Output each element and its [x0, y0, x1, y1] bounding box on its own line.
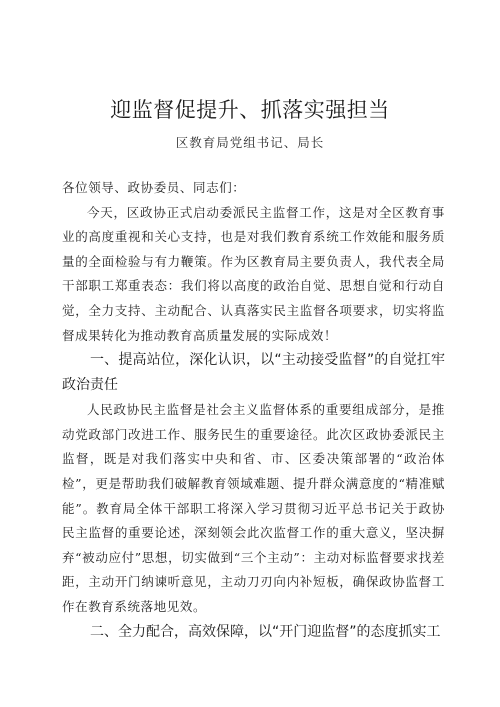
salutation: 各位领导、政协委员、同志们： — [62, 180, 246, 195]
paragraph-intro: 今天，区政协正式启动委派民主监督工作，这是对全区教育事业的高度重视和关心支持，也是对我们教育系统工作效能和服务质量的全面检验与有力鞭策。作为区教育局主要负责人，我代表全局干部职工郑重表态：我们将以高度的政治自觉、思想自觉和行动自觉，全力支持、主动配合、认真落实民主监督各项要求，切实将监督成果转化为推动教育高质量发展的实际成效！ — [62, 204, 445, 343]
document-body — [62, 176, 445, 645]
document-subtitle: 区教育局党组书记、局长 — [175, 135, 325, 150]
paragraph-section-1: 人民政协民主监督是社会主义监督体系的重要组成部分，是推动党政部门改进工作、服务民生的重要途径。此次区政协委派民主监督，既是对我们落实中央和省、市、区委决策部署的“政治体检”，更是帮助我们破解教育领域难题、提升群众满意度的“精准赋能”。教育局全体干部职工将深入学习贯彻习近平总书记关于政协民主监督的重要论述，深刻领会此次监督工作的重大意义，坚决摒弃“被动应付”思想，切实做到“三个主动”：主动对标监督要求找差距，主动开门纳谏听意见，主动刀刃向内补短板，确保政协监督工作在教育系统落地见效。 — [62, 402, 445, 614]
section-heading-1: 一、提高站位，深化认识，以“主动接受监督”的自觉扛牢政治责任 — [62, 352, 445, 394]
document-title: 迎监督促提升、抓落实强担当 — [110, 98, 390, 122]
section-heading-2: 二、全力配合，高效保障，以“开门迎监督”的态度抓实工 — [90, 623, 441, 640]
